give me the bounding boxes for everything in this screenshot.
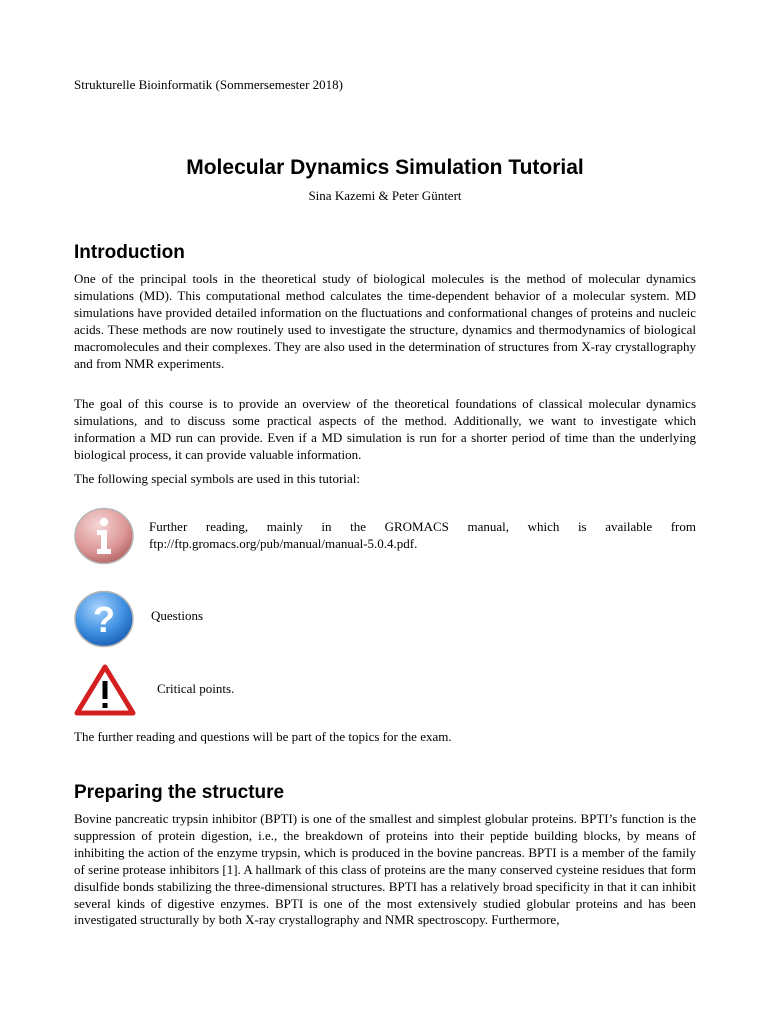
warning-icon — [74, 664, 136, 716]
info-description: Further reading, mainly in the GROMACS manual, which is available from — [149, 519, 696, 534]
symbol-warning-row — [74, 664, 696, 716]
symbol-info-text — [149, 519, 696, 553]
introduction-paragraph-1: One of the principal tools in the theoretical study of biological molecules is the method of molecular dynamics simulations (MD). This computational method calculates the time-dependent behavior of a molecular system. MD simulations have provided detailed information on the fluctuations and conformational changes of proteins and nucleic acids. These methods are now routinely used to investigate the structure, dynamics and thermodynamics of biological macromolecules and their complexes. They are also used in the determination of structures from X-ray crystallography and from NMR experiments. — [74, 271, 696, 371]
introduction-heading: Introduction — [74, 242, 185, 263]
document-authors: Sina Kazemi & Peter Güntert — [308, 188, 462, 203]
course-header: Strukturelle Bioinformatik (Sommersemester 2018) — [74, 77, 343, 92]
introduction-paragraph-3: The following special symbols are used in this tutorial: — [74, 471, 360, 486]
preparing-heading: Preparing the structure — [74, 782, 285, 803]
question-icon — [74, 590, 134, 648]
introduction-paragraph-2: The goal of this course is to provide an overview of the theoretical foundations of classical molecular dynamics simulations, and to discuss some practical aspects of the method. Additionally, we want to investigate which information a MD run can provide. Even if a MD simulation is run for a shorter period of time than the underlying biological process, it can provide valuable information. — [74, 396, 696, 462]
symbols-note: The further reading and questions will be part of the topics for the exam. — [74, 729, 452, 744]
symbol-info-row — [74, 507, 696, 567]
symbol-question-row — [74, 590, 696, 650]
gromacs-manual-link[interactable]: ftp://ftp.gromacs.org/pub/manual/manual-5.0.4.pdf. — [149, 535, 418, 551]
svg-text:?: ? — [93, 599, 115, 640]
document-title: Molecular Dynamics Simulation Tutorial — [186, 156, 584, 179]
symbol-warning-text: Critical points. — [157, 681, 235, 696]
preparing-paragraph-1: Bovine pancreatic trypsin inhibitor (BPTI) is one of the smallest and simplest globular proteins. BPTI’s function is the suppression of protein digestion, i.e., the breakdown of proteins into their peptide building blocks, by means of inhibiting the action of the enzyme trypsin, which is produced in the bovine pancreas. BPTI is a member of the family of serine protease inhibitors [1]. A hallmark of this class of proteins are the many conserved cysteine residues that form disulfide bonds stabilizing the three-dimensional structures. BPTI has a relatively broad specificity in that it can inhibit several kinds of digestive enzymes. BPTI is one of the most extensively studied globular proteins and has been investigated structurally by both X-ray crystallography and NMR spectroscopy. Furthermore, — [74, 811, 696, 928]
info-icon — [74, 507, 134, 565]
symbol-question-text: Questions — [151, 608, 203, 623]
